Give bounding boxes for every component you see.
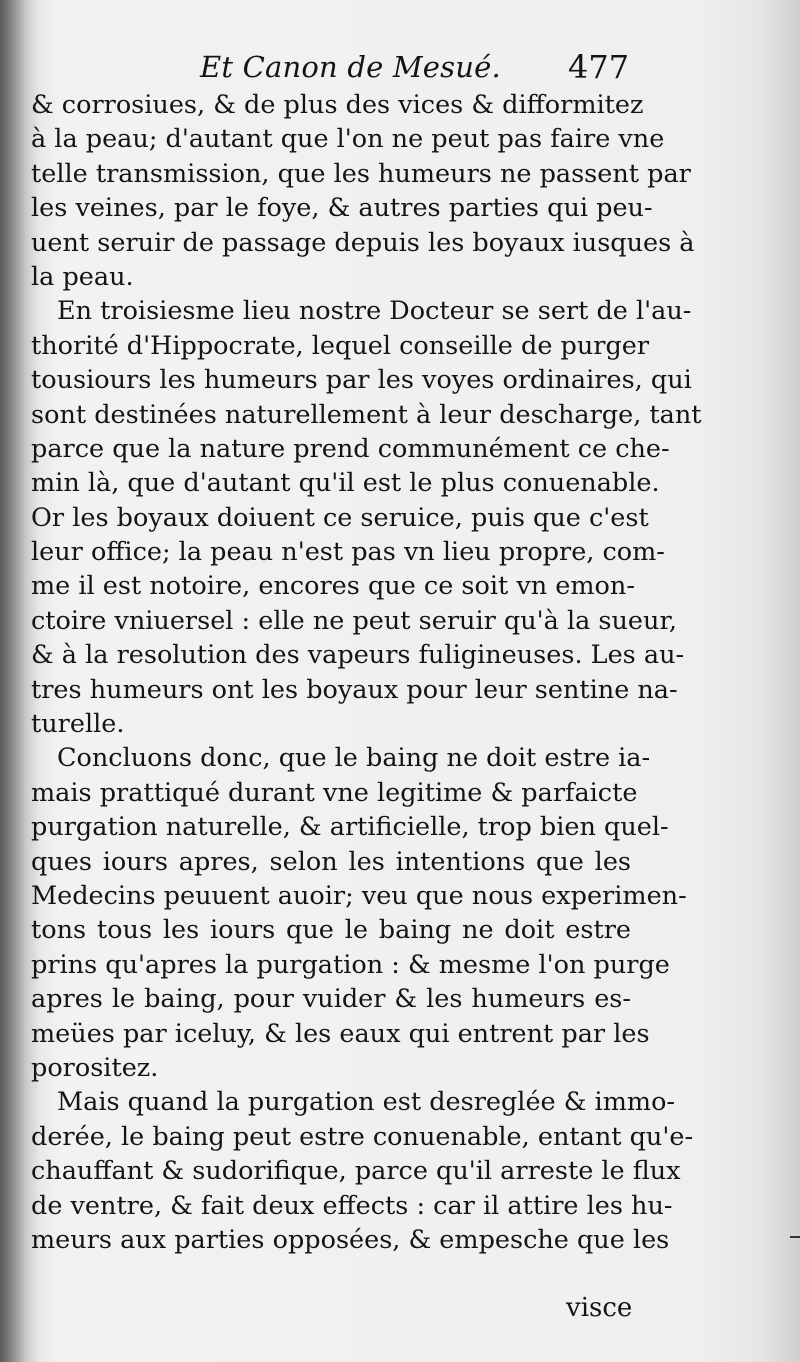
text-line: me il est notoire, encores que ce soit vn emon- (31, 571, 635, 602)
running-title: Et Canon de Mesué. (200, 50, 501, 84)
body-text (31, 88, 702, 1257)
text-line: chauffant & sudorifique, parce qu'il arreste le flux (31, 1156, 681, 1187)
text-line: la peau. (31, 261, 134, 292)
page-number: 477 (568, 48, 630, 86)
text-line: parce que la nature prend communément ce che- (31, 433, 670, 464)
text-line: à la peau; d'autant que l'on ne peut pas faire vne (31, 124, 665, 155)
text-line: porositez. (31, 1052, 159, 1083)
text-line: thorité d'Hippocrate, lequel conseille de purger (31, 330, 650, 361)
text-line: ques iours apres, selon les intentions que les (31, 846, 631, 877)
text-line: derée, le baing peut estre conuenable, entant qu'e- (31, 1121, 694, 1152)
text-line: tons tous les iours que le baing ne doit estre (31, 915, 631, 946)
text-line: tres humeurs ont les boyaux pour leur sentine na- (31, 674, 678, 705)
page-header (0, 44, 800, 94)
text-line: leur office; la peau n'est pas vn lieu propre, com- (31, 537, 665, 568)
paragraph-start: Mais quand la purgation est desreglée & immo- (57, 1087, 676, 1118)
text-line: Medecins peuuent auoir; veu que nous experimen- (31, 880, 687, 911)
paragraph-start: En troisiesme lieu nostre Docteur se sert de l'au- (57, 296, 692, 327)
text-line: telle transmission, que les humeurs ne passent par (31, 158, 691, 189)
text-line: min là, que d'autant qu'il est le plus conuenable. (31, 468, 660, 499)
text-line: sont destinées naturellement à leur descharge, tant (31, 399, 702, 430)
spine-shadow (0, 0, 26, 1362)
text-line: de ventre, & fait deux effects : car il attire les hu- (31, 1190, 673, 1221)
text-line: Or les boyaux doiuent ce seruice, puis que c'est (31, 502, 649, 533)
text-line: prins qu'apres la purgation : & mesme l'on purge (31, 949, 670, 980)
text-line: mais prattiqué durant vne legitime & parfaicte (31, 777, 638, 808)
catchword: visce (566, 1293, 633, 1323)
page-edge-mark (790, 1236, 800, 1238)
text-line: & corrosiues, & de plus des vices & difformitez (31, 90, 644, 120)
text-line: turelle. (31, 709, 125, 740)
text-line: apres le baing, pour vuider & les humeurs es- (31, 984, 631, 1015)
paragraph-start: Concluons donc, que le baing ne doit estre ia- (57, 743, 651, 774)
text-line: meües par iceluy, & les eaux qui entrent par les (31, 1018, 650, 1049)
text-line: meurs aux parties opposées, & empesche que les (31, 1224, 670, 1255)
text-line: purgation naturelle, & artificielle, trop bien quel- (31, 812, 669, 843)
text-line: ctoire vniuersel : elle ne peut seruir qu'à la sueur, (31, 605, 677, 636)
text-line: les veines, par le foye, & autres parties qui peu- (31, 193, 653, 224)
text-line: & à la resolution des vapeurs fuligineuses. Les au- (31, 640, 685, 671)
text-line: tousiours les humeurs par les voyes ordinaires, qui (31, 365, 692, 396)
text-line: uent seruir de passage depuis les boyaux iusques à (31, 227, 695, 258)
